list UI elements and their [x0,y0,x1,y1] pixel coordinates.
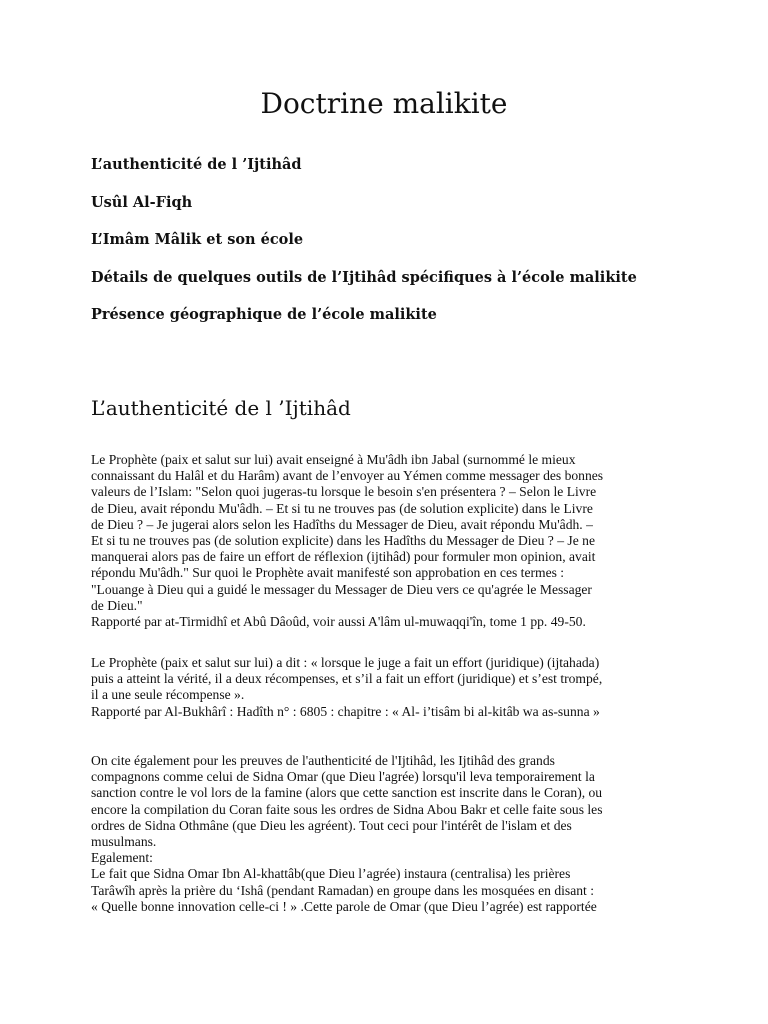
text-line: valeurs de l’Islam: "Selon quoi jugeras-tu lorsque le besoin s'en présentera ? – Selon le Livre [91,484,597,500]
text-line: Egalement: [91,850,153,866]
toc-link-usul-al-fiqh[interactable]: Usûl Al-Fiqh [91,193,193,211]
text-line: ordres de Sidna Othmâne (que Dieu les agréent). Tout ceci pour l'intérêt de l'islam et des [91,817,572,833]
text-line: On cite également pour les preuves de l'authenticité de l'Ijtihâd, les Ijtihâd des grands [91,753,555,768]
section-heading: L’authenticité de l ’Ijtihâd [91,396,351,420]
toc-item[interactable] [91,231,637,249]
text-line: il a une seule récompense ». [91,687,245,703]
toc-link-imam-malik[interactable]: L’Imâm Mâlik et son école [91,231,304,248]
text-line: sanction contre le vol lors de la famine (alors que cette sanction est inscrite dans le Coran), ou [91,785,603,801]
text-line: de Dieu, avait répondu Mu'âdh. – Et si tu ne trouves pas (de solution explicite) dans le Livre [91,500,593,516]
text-line: Le Prophète (paix et salut sur lui) a dit : « lorsque le juge a fait un effort (juridique) (ijtahada) [91,655,600,670]
text-line: puis a atteint la vérité, il a deux récompenses, et s’il a fait un effort (juridique) et s’est trompé, [91,671,603,687]
toc-item[interactable] [91,269,637,287]
text-line: « Quelle bonne innovation celle-ci ! » .Cette parole de Omar (que Dieu l’agrée) est rapportée [91,898,597,914]
text-line: musulmans. [91,834,157,850]
text-line: Le fait que Sidna Omar Ibn Al-khattâb(que Dieu l’agrée) instaura (centralisa) les prières [91,866,571,882]
text-line: connaissant du Halâl et du Harâm) avant de l’envoyer au Yémen comme messager des bonnes [91,468,604,484]
paragraph-hadith-juge [91,655,681,720]
toc-link-authenticite[interactable]: L’authenticité de l ’Ijtihâd [91,156,302,173]
text-line: Et si tu ne trouves pas (de solution explicite) dans les Hadîths du Messager de Dieu ? – Je ne [91,533,595,549]
text-line: Tarâwîh après la prière du ‘Ishâ (pendant Ramadan) en groupe dans les mosquées en disant : [91,882,594,898]
toc-link-presence-geographique[interactable]: Présence géographique de l’école malikite [91,306,437,323]
text-line: répondu Mu'âdh." Sur quoi le Prophète avait manifesté son approbation en ces termes : [91,565,565,581]
text-line: "Louange à Dieu qui a guidé le messager du Messager de Dieu vers ce qu'agrée le Messager [91,581,592,597]
toc-item[interactable] [91,306,637,324]
text-line: de Dieu." [91,597,143,613]
table-of-contents [91,156,637,344]
toc-link-outils-ijtihad[interactable]: Détails de quelques outils de l’Ijtihâd spécifiques à l’école malikite [91,268,637,286]
document-title: Doctrine malikite [260,87,508,120]
paragraph-hadith-muadh [91,452,681,630]
text-line: manquerai alors pas de faire un effort de réflexion (ijtihâd) pour formuler mon opinion, avait [91,549,596,565]
toc-item[interactable] [91,156,637,174]
text-line: Le Prophète (paix et salut sur lui) avait enseigné à Mu'âdh ibn Jabal (surnommé le mieux [91,452,576,467]
paragraph-ijtihad-compagnons [91,753,681,915]
citation-line: Rapporté par Al-Bukhârî : Hadîth n° : 6805 : chapitre : « Al- i’tisâm bi al-kitâb wa as-sunna » [91,703,600,719]
text-line: de Dieu ? – Je jugerai alors selon les Hadîths du Messager de Dieu, avait répondu Mu'âdh. – [91,516,593,532]
text-line: encore la compilation du Coran faite sous les ordres de Sidna Abou Bakr et celle faite sous les [91,801,603,817]
toc-item[interactable] [91,194,637,212]
citation-line: Rapporté par at-Tirmidhî et Abû Dâoûd, voir aussi A'lâm ul-muwaqqi'în, tome 1 pp. 49-50. [91,614,586,630]
text-line: compagnons comme celui de Sidna Omar (que Dieu l'agrée) lorsqu'il leva temporairement la [91,769,595,785]
